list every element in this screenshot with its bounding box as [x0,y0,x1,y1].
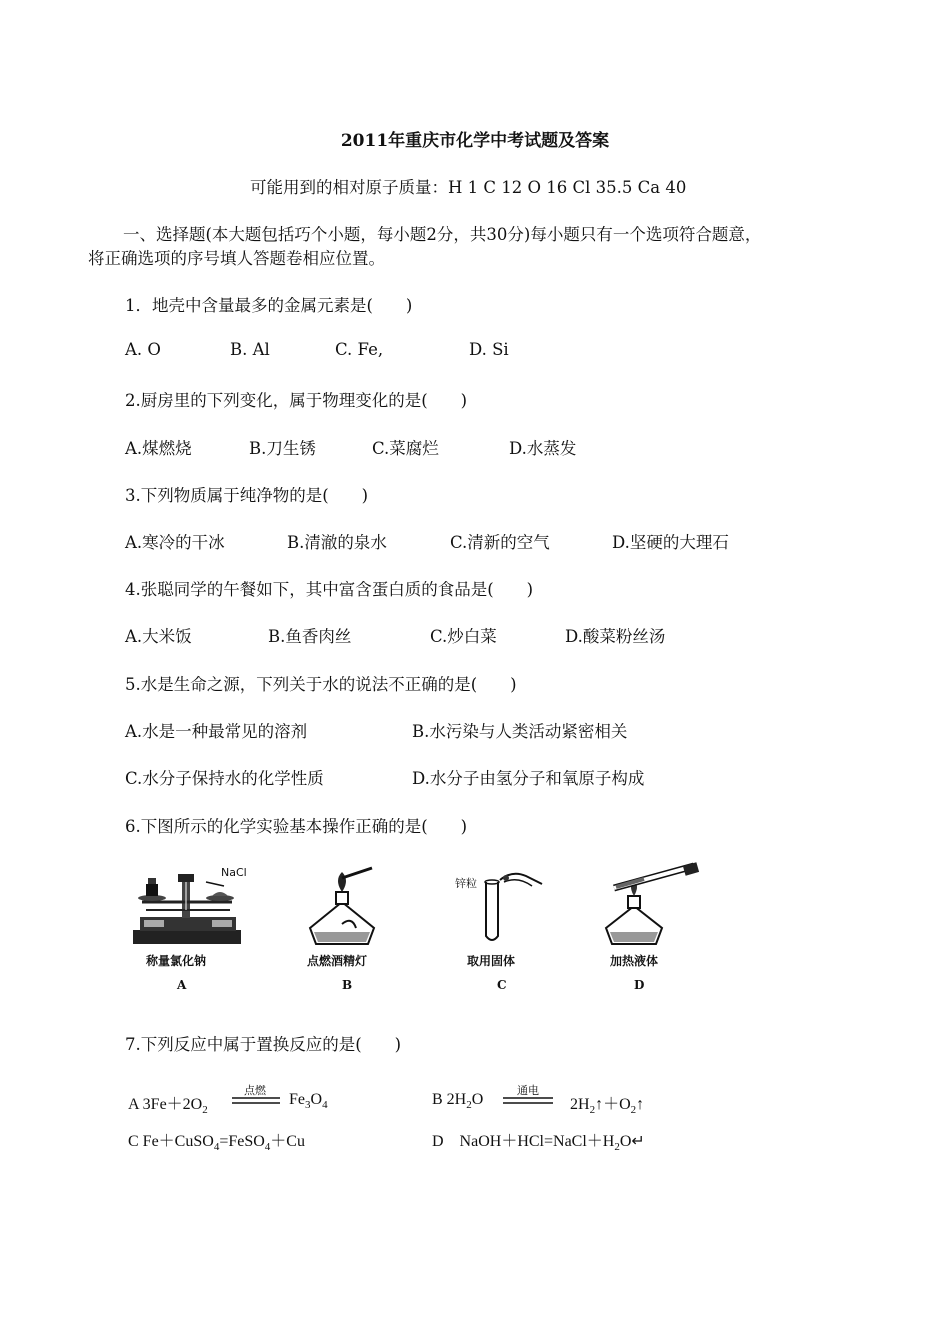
reaction-c-mid: =FeSO [219,1133,265,1150]
reaction-b-o: O [471,1091,484,1108]
reaction-a-equals-sign [232,1097,280,1105]
reaction-b-p2: ↑＋O [595,1096,631,1113]
question-3-stem: 3.下列物质属于纯净物的是( ) [125,486,369,505]
question-2-stem: 2.厨房里的下列变化，属于物理变化的是( ) [125,391,468,410]
q4-option-a: A.大米饭 [125,627,192,646]
reaction-c [128,1128,305,1153]
q3-option-d: D.坚硬的大理石 [612,533,729,552]
reaction-b-condition: 通电 [517,1084,539,1097]
q5-option-b: B.水污染与人类活动紧密相关 [412,722,628,741]
question-7-stem: 7.下列反应中属于置换反应的是( ) [125,1035,402,1054]
q5-option-c: C.水分子保持水的化学性质 [125,769,324,788]
reaction-c-sub2: 4 [264,1141,271,1154]
question-4-stem: 4.张聪同学的午餐如下，其中富含蛋白质的食品是( ) [125,580,534,599]
q2-option-b: B.刀生锈 [249,439,316,458]
reaction-b-p3: ↑ [636,1096,645,1113]
q2-option-d: D.水蒸发 [509,439,577,458]
reaction-c-sub1: 4 [213,1141,220,1154]
caption-a: 称量氯化钠 [146,954,207,968]
q3-option-b: B.清澈的泉水 [287,533,387,552]
reaction-b-prefix: B 2H [432,1091,467,1108]
q1-option-a: A. O [125,340,161,359]
q5-option-d: D.水分子由氢分子和氧原子构成 [412,769,645,788]
reaction-a-p-sub2: 4 [322,1099,328,1112]
q4-option-d: D.酸菜粉丝汤 [565,627,666,646]
reaction-d [432,1128,645,1153]
alcohol-lamp-illustration [302,866,392,948]
section-instructions-line1: 一、选择题(本大题包括巧个小题，每小题2分，共30分)每小题只有一个选项符合题意， [123,225,762,244]
q1-option-b: B. Al [230,340,270,359]
reaction-b-p2-sub: 2 [630,1104,637,1117]
q2-option-c: C.菜腐烂 [372,439,439,458]
question-1-stem: 1．地壳中含量最多的金属元素是( ) [125,296,413,315]
question-5-stem: 5.水是生命之源，下列关于水的说法不正确的是( ) [125,675,517,694]
q1-option-c: C. Fe, [335,340,384,359]
figure-letter-b: B [342,978,353,992]
reaction-a-p-sub1: 3 [305,1099,311,1112]
caption-b: 点燃酒精灯 [307,954,368,968]
reaction-d-sub: 2 [614,1141,620,1154]
reaction-b-p1-sub: 2 [589,1104,596,1117]
heating-liquid-illustration [598,862,708,948]
q3-option-c: C.清新的空气 [450,533,550,552]
reaction-a-p-o: O [310,1091,323,1108]
reaction-a-products [289,1091,328,1111]
reaction-b-reactants [432,1091,483,1111]
figure-letter-c: C [497,978,507,992]
q1-option-d: D. Si [469,340,509,359]
reaction-b-products [570,1091,644,1116]
q4-option-c: C.炒白菜 [430,627,497,646]
page-title: 2011年重庆市化学中考试题及答案 [340,131,610,151]
reaction-a-product: Fe [289,1091,305,1108]
question-6-stem: 6.下图所示的化学实验基本操作正确的是( ) [125,817,468,836]
reaction-a-reactants [128,1091,208,1116]
atomic-masses: 可能用到的相对原子质量：H 1 C 12 O 16 Cl 35.5 Ca 40 [250,178,687,197]
caption-c: 取用固体 [467,954,516,968]
q3-option-a: A.寒冷的干冰 [125,533,225,552]
reaction-d-prefix: D NaOH＋HCl=NaCl＋H [432,1133,615,1150]
q5-option-a: A.水是一种最常见的溶剂 [125,722,308,741]
reaction-c-end: ＋Cu [270,1133,305,1150]
reaction-a-sub: 2 [202,1104,208,1117]
q2-option-a: A.煤燃烧 [125,439,192,458]
reaction-b-equals-sign [503,1097,553,1105]
zinc-label: 锌粒 [455,877,477,890]
reaction-b-sub: 2 [466,1099,472,1112]
reaction-d-end: O↵ [619,1133,645,1150]
figure-letter-a: A [177,978,187,992]
nacl-label: NaCl [221,866,247,879]
reaction-c-prefix: C Fe＋CuSO [128,1133,214,1150]
reaction-a-condition: 点燃 [244,1084,266,1097]
reaction-a-prefix: A 3Fe＋2O [128,1096,203,1113]
q4-option-b: B.鱼香肉丝 [268,627,352,646]
section-instructions-line2: 将正确选项的序号填人答题卷相应位置。 [88,249,385,268]
caption-d: 加热液体 [610,954,659,968]
reaction-b-p1: 2H [570,1096,590,1113]
figure-letter-d: D [634,978,645,992]
